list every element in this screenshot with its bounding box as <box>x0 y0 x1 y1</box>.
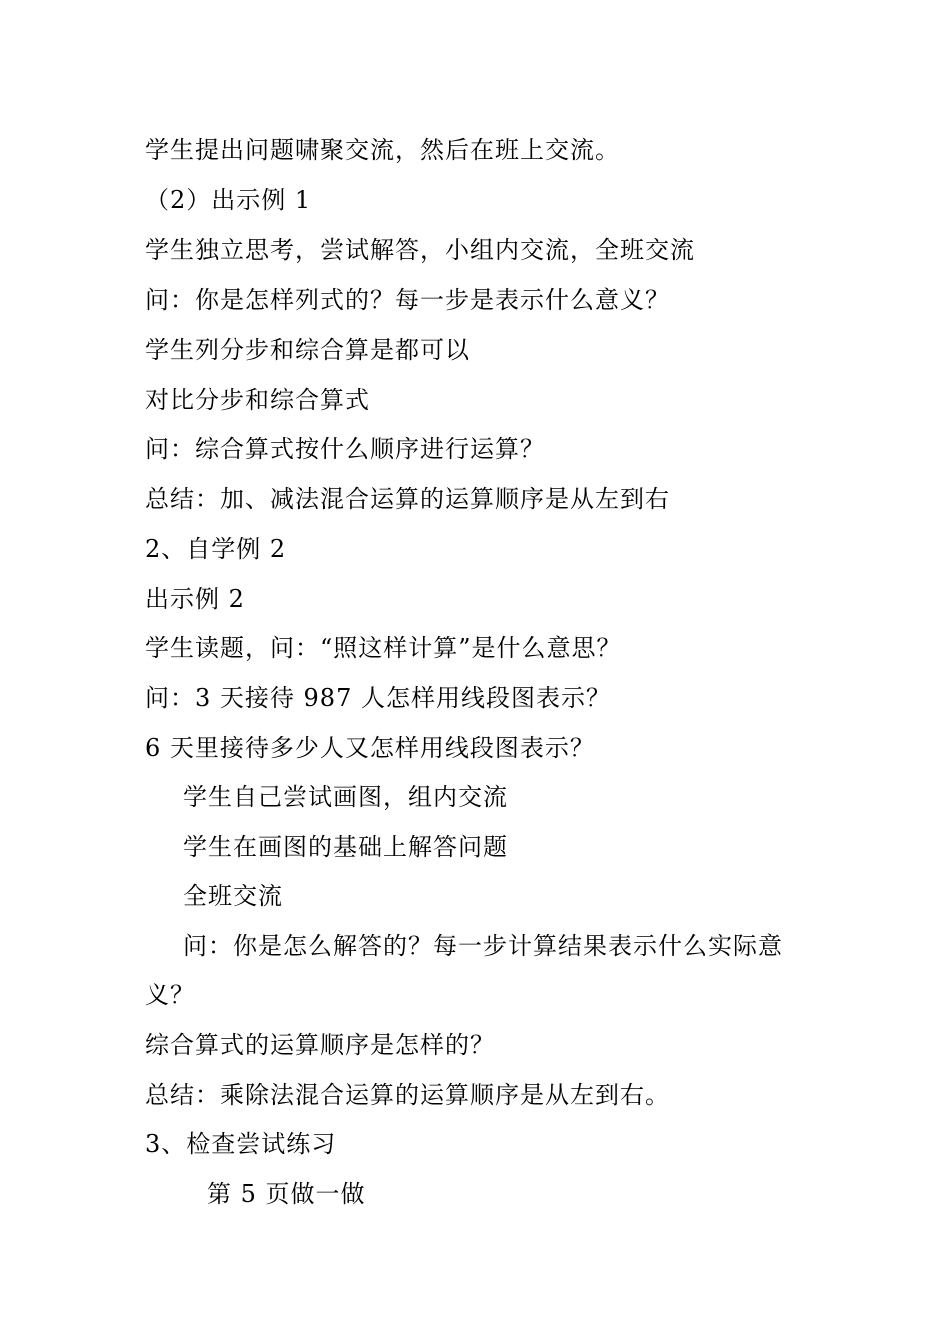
text-line: （2）出示例 1 <box>145 186 312 214</box>
text-line: 问：综合算式按什么顺序进行运算？ <box>145 435 545 463</box>
text-line: 学生读题，问：“照这样计算”是什么意思？ <box>145 634 622 662</box>
text-line: 6 天里接待多少人又怎样用线段图表示？ <box>145 734 595 762</box>
section-heading: 2、自学例 2 <box>145 535 287 563</box>
text-line: 学生在画图的基础上解答问题 <box>183 833 508 861</box>
text-line: 第 5 页做一做 <box>207 1180 366 1208</box>
text-line: 全班交流 <box>183 882 283 910</box>
text-line: 出示例 2 <box>145 585 245 613</box>
text-line: 义？ <box>145 981 195 1009</box>
text-line: 学生提出问题啸聚交流，然后在班上交流。 <box>145 136 620 164</box>
text-line: 问：你是怎样列式的？每一步是表示什么意义？ <box>145 286 670 314</box>
text-line: 学生独立思考，尝试解答，小组内交流，全班交流 <box>145 236 695 264</box>
section-heading: 3、检查尝试练习 <box>145 1130 337 1158</box>
text-line: 问：3 天接待 987 人怎样用线段图表示？ <box>145 684 611 712</box>
text-line: 对比分步和综合算式 <box>145 386 370 414</box>
text-line: 总结：加、减法混合运算的运算顺序是从左到右 <box>145 485 670 513</box>
text-line: 学生自己尝试画图，组内交流 <box>183 783 508 811</box>
text-line: 综合算式的运算顺序是怎样的？ <box>145 1031 495 1059</box>
text-line: 总结：乘除法混合运算的运算顺序是从左到右。 <box>145 1081 670 1109</box>
text-line: 问：你是怎么解答的？每一步计算结果表示什么实际意 <box>183 932 783 960</box>
text-line: 学生列分步和综合算是都可以 <box>145 336 470 364</box>
